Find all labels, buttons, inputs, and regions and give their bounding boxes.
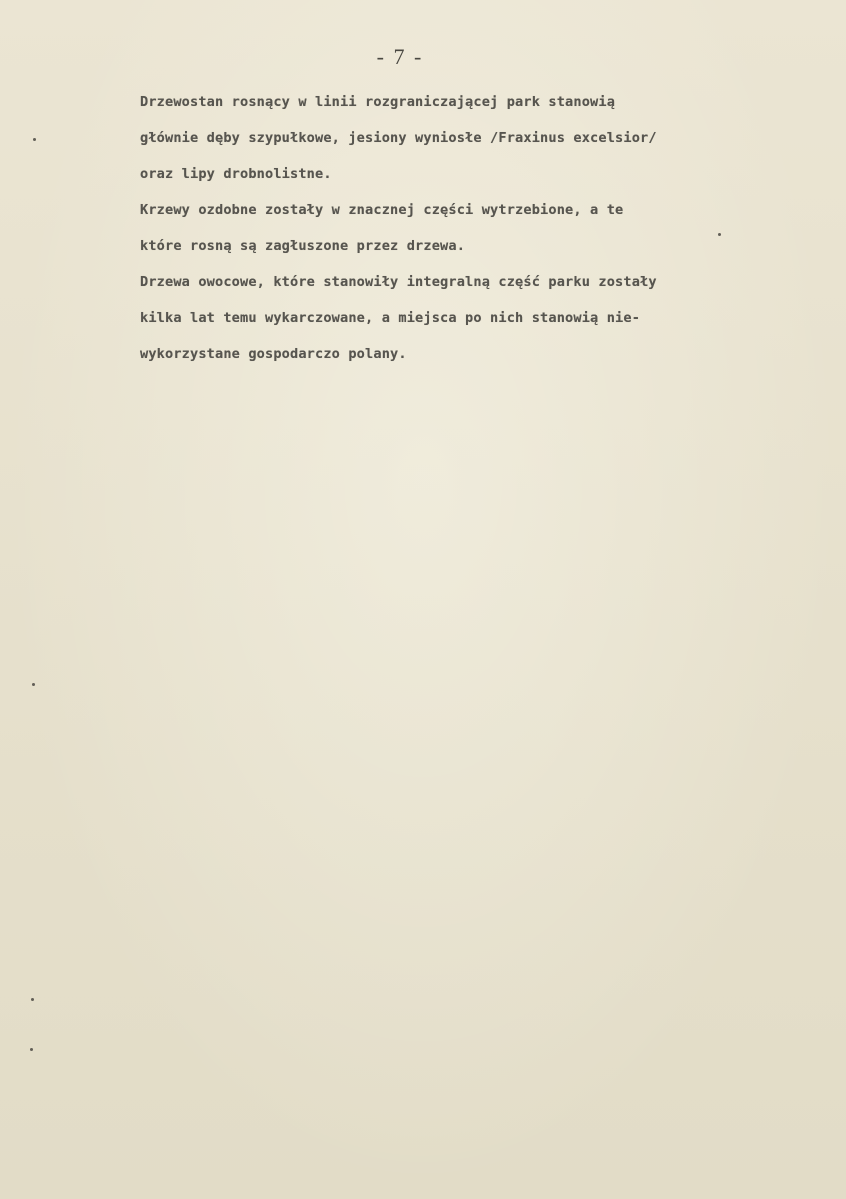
text-line-4: Krzewy ozdobne zostały w znacznej części wytrzebione, a te [140, 202, 624, 218]
text-line-1: Drzewostan rosnący w linii rozgraniczającej park stanowią [140, 94, 616, 110]
margin-speck [32, 683, 35, 686]
margin-speck [30, 1048, 33, 1051]
text-line-5: które rosną są zagłuszone przez drzewa. [140, 238, 466, 254]
text-line-3: oraz lipy drobnolistne. [140, 166, 332, 182]
text-line-6: Drzewa owocowe, które stanowiły integralną część parku zostały [140, 274, 657, 290]
page-number: - 7 - [376, 44, 424, 69]
margin-speck [33, 138, 36, 141]
body-text [140, 88, 830, 376]
text-line-7: kilka lat temu wykarczowane, a miejsca po nich stanowią nie- [140, 310, 641, 326]
ink-speck [718, 233, 721, 236]
text-line-8: wykorzystane gospodarczo polany. [140, 346, 407, 362]
text-line-2: głównie dęby szypułkowe, jesiony wyniosłe /Fraxinus excelsior/ [140, 130, 657, 146]
margin-speck [31, 998, 34, 1001]
